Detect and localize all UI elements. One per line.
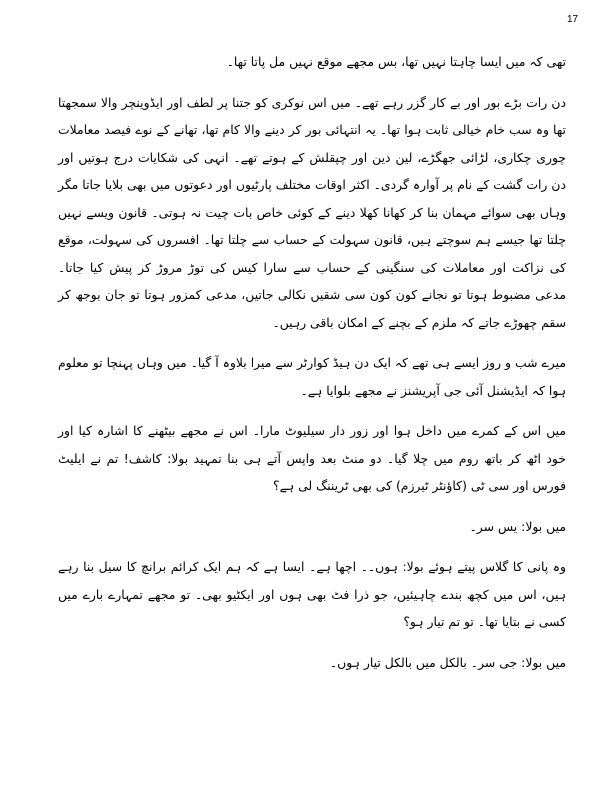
paragraph-1: تھی کہ میں ایسا چاہتا نہیں تھا، بس مجھے موقع نہیں مل پاتا تھا۔ [226,54,566,69]
paragraph-4: میں اس کے کمرے میں داخل ہوا اور زور دار سیلیوٹ مارا۔ اس نے مجھے بیٹھنے کا اشارہ کیا اور خود اٹھ کر باتھ روم میں چلا گیا۔ دو منٹ بعد واپس آتے ہی بنا تمہید بولا: کاشف! تم نے ایلیٹ فورس اور سی ٹی (کاؤنٹر ٹیرزم) کی بھی ٹریننگ لی ہے؟ [58,423,566,493]
page-body [58,48,566,689]
paragraph-3: میرے شب و روز ایسے ہی تھے کہ ایک دن ہیڈ کوارٹر سے میرا بلاوہ آ گیا۔ میں وہاں پہنچا تو معلوم ہوا کہ ایڈیشنل آئی جی آپریشنز نے مجھے بلوایا ہے۔ [58,355,566,398]
paragraph-5: میں بولا: یس سر۔ [469,518,566,534]
paragraph-7: میں بولا: جی سر۔ بالکل میں بالکل تیار ہوں۔ [329,654,566,670]
paragraph-2: دن رات بڑے بور اور بے کار گزر رہے تھے۔ میں اس نوکری کو جتنا پر لطف اور ایڈوینچر والا سمجھتا تھا وہ سب خام خیالی ثابت ہوا تھا۔ یہ انتہائی بور کر دینے والا کام تھا، تھانے کے نوے فیصد معاملات چوری چکاری، لڑائی جھگڑے، لین دین اور چپقلش کے ہوتے تھے۔ انہی کی شکایات درج ہوتیں اور دن رات گشت کے نام پر آوارہ گردی۔ اکثر اوقات مختلف پارٹیوں اور دعوتوں میں بھی بلایا جاتا مگر وہاں بھی سوائے مہمان بنا کر کھانا کھلا دینے کے کوئی خاص بات چیت نہ ہوتی۔ قانون ویسے نہیں چلتا تھا جیسے ہم سوچتے ہیں، قانون سہولت کے حساب سے چلتا تھا۔ افسروں کی سہولت، موقع کی نزاکت اور معاملات کی سنگینی کے حساب سے سارا کیس کی توڑ مروڑ کر پیش کیا جاتا۔ مدعی مضبوط ہوتا تو نجانے کون کون سی شقیں نکالی جاتیں، مدعی کمزور ہوتا تو جان بوجھ کر سقم چھوڑے جاتے کہ ملزم کے بچنے کے امکان باقی رہیں۔ [58,94,566,330]
paragraph-6: وہ پانی کا گلاس پیتے ہوئے بولا: ہوں۔۔ اچھا ہے۔ ایسا ہے کہ ہم ایک کرائم برانچ کا سیل بنا رہے ہیں، اس میں کچھ بندے چاہیئیں، جو ذرا فٹ بھی ہوں اور ایکٹیو بھی۔ تو مجھے تمہارے بارے میں کسی نے بتایا تھا۔ تو تم تیار ہو؟ [58,559,566,629]
page-number: 17 [567,14,579,25]
